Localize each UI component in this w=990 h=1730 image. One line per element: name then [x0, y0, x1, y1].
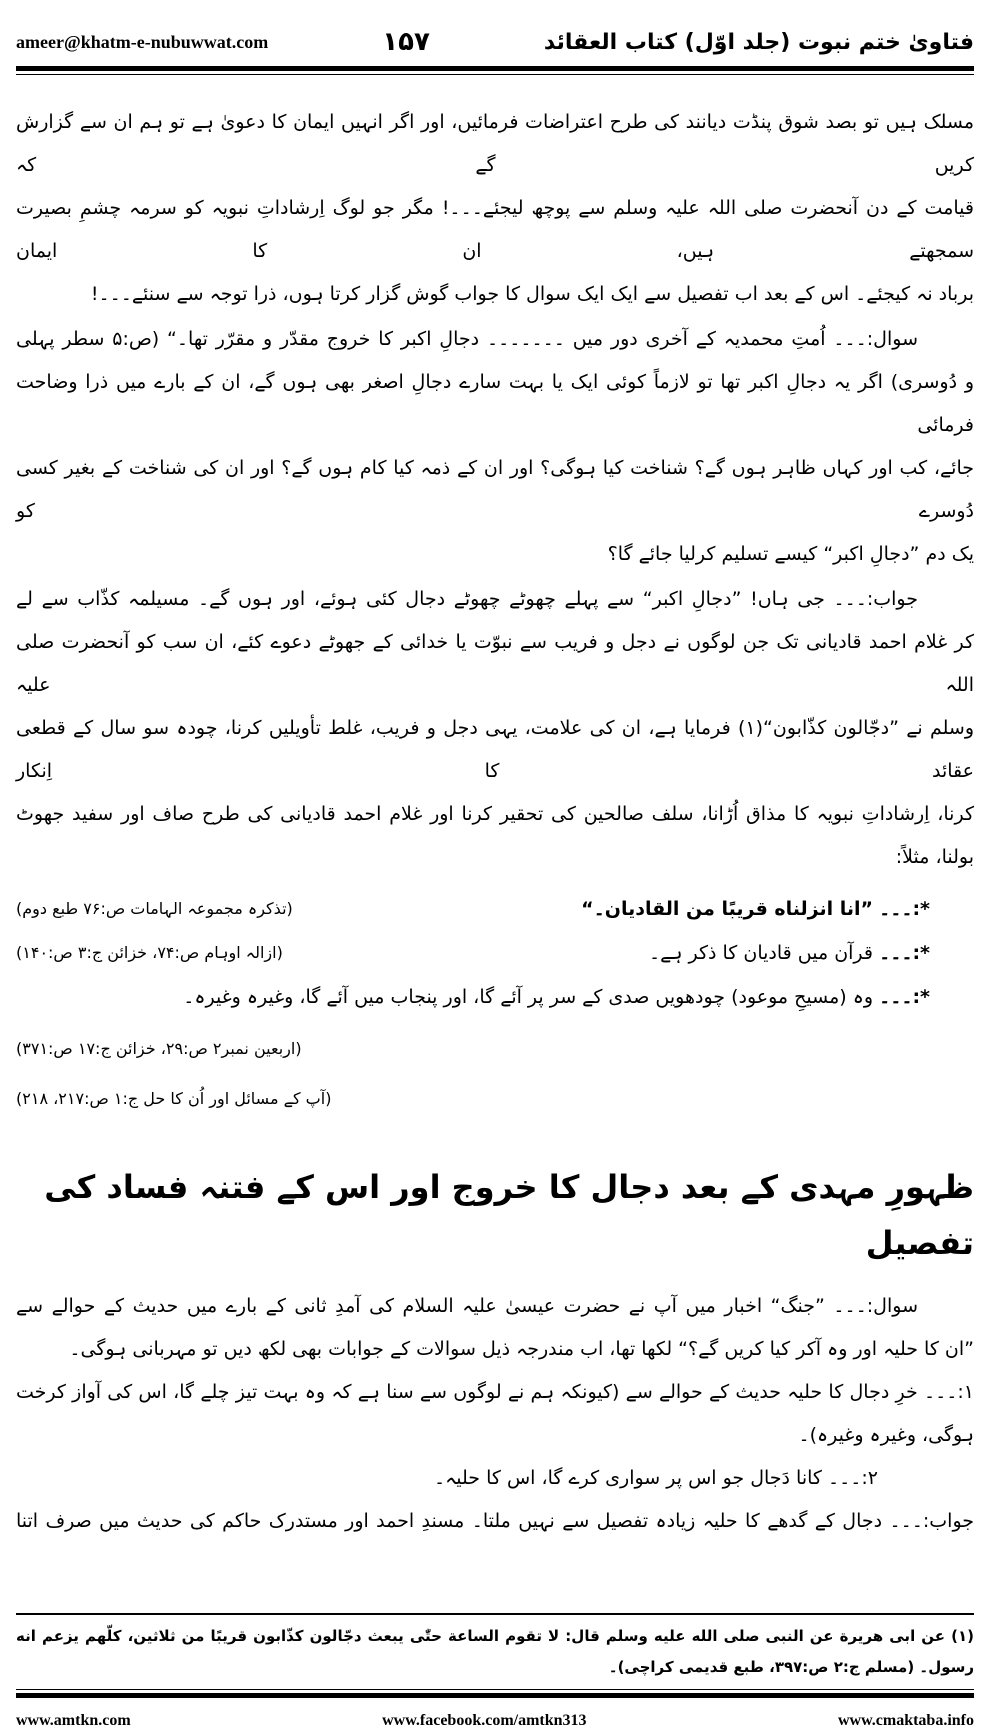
section-heading: ظہورِ مہدی کے بعد دجال کا خروج اور اس کے فتنہ فساد کی تفصیل: [44, 1168, 974, 1262]
question-line: سوال:۔۔۔ ”جنگ“ اخبار میں آپ نے حضرت عیسیٰ علیہ السلام کی آمدِ ثانی کے بارے میں حدیث کے حوالے سے: [16, 1295, 918, 1317]
footnote-line: رسول۔ (مسلم ج:۲ ص:۳۹۷، طبع قدیمی کراچی)۔: [608, 1658, 974, 1676]
bullet-content: [649, 931, 930, 975]
answer-line: کرنا، اِرشاداتِ نبویہ کا مذاق اُڑانا، سلف صالحین کی تحقیر کرنا اور غلام احمد قادیانی کی طرح صاف اور سفید جھوٹ بولنا، مثلاً:: [16, 803, 974, 868]
bullet-content: [581, 887, 930, 931]
answer-line: وسلم نے ”دجّالون کذّابون“(۱) فرمایا ہے، ان کی علامت، یہی دجل و فریب، غلط تأویلیں کرنا، چودہ سو سال کے قطعی عقائد کا اِنکار: [16, 717, 975, 782]
page-footer: [16, 1698, 974, 1730]
answer-line: کر غلام احمد قادیانی تک جن لوگوں نے دجل و فریب سے نبوّت یا خدائی کے جھوٹے دعوے کئے، ان سب کو آنحضرت صلی اللہ علیہ: [16, 631, 974, 696]
bullet-content: [183, 975, 930, 1019]
bullet-text: وہ (مسیحِ موعود) چودھویں صدی کے سر پر آئے گا، اور پنجاب میں آئے گا، وغیرہ وغیرہ۔: [183, 986, 874, 1008]
page-header: [16, 0, 974, 62]
reference: (آپ کے مسائل اور اُن کا حل ج:۱ ص:۲۱۷، ۲۱۸): [16, 1089, 332, 1108]
page-number: ۱۵۷: [382, 27, 430, 57]
answer-line: جواب:۔۔۔ جی ہاں! ”دجالِ اکبر“ سے پہلے چھوٹے چھوٹے دجال کئی ہوئے، اور ہوں گے۔ مسیلمہ کذّاب سے لے: [16, 588, 918, 610]
bullet-marker: *:۔۔۔: [879, 942, 930, 964]
bullet-item: [16, 931, 974, 975]
bullet-reference: (تذکرہ مجموعہ الہامات ص:۷۶ طبع دوم): [16, 899, 293, 918]
page-body: [16, 75, 974, 1543]
footnote: [16, 1615, 974, 1683]
body-line: مسلک ہیں تو بصد شوق پنڈت دیانند کی طرح اعتراضات فرمائیں، اور اگر انہیں ایمان کا دعویٰ ہے تو ہم ان سے گزارش کریں گے کہ: [16, 111, 974, 176]
question-item: ۲:۔۔۔ کانا دَجال جو اس پر سواری کرے گا، اس کا حلیہ۔: [434, 1467, 878, 1489]
bullet-marker: *:۔۔۔: [879, 986, 930, 1008]
question-line: یک دم ”دجالِ اکبر“ کیسے تسلیم کرلیا جائے گا؟: [607, 543, 974, 565]
bullet-marker: *:۔۔۔: [879, 898, 930, 920]
question-item: ۱:۔۔۔ خرِ دجال کا حلیہ حدیث کے حوالے سے (کیونکہ ہم نے لوگوں سے سنا ہے کہ وہ بہت تیز چلے گا، اس کی آواز کرخت: [16, 1381, 974, 1403]
reference: (اربعین نمبر۲ ص:۲۹، خزائن ج:۱۷ ص:۳۷۱): [16, 1039, 302, 1058]
footer-link-amtkn[interactable]: www.amtkn.com: [16, 1712, 131, 1729]
header-email: ameer@khatm-e-nubuwwat.com: [16, 31, 269, 52]
question-line: ”ان کا حلیہ اور وہ آکر کیا کریں گے؟“ لکھا تھا، اب مندرجہ ذیل سوالات کے جوابات بھی لکھ دیں تو مہربانی ہوگی۔: [69, 1338, 974, 1360]
footer-link-cmaktaba[interactable]: www.cmaktaba.info: [837, 1712, 974, 1729]
footnote-spacer: [16, 1543, 974, 1613]
footnote-line: (۱) عن ابی هریرة عن النبی صلی الله علیه وسلم قال: لا تقوم الساعة حتّٰی یبعث دجّالون کذّابون قریبًا من ثلاثین، کلّهم یزعم انه: [16, 1627, 974, 1645]
bullet-reference: (ازالہ اوہام ص:۷۴، خزائن ج:۳ ص:۱۴۰): [16, 943, 283, 962]
bullet-item: [16, 887, 974, 931]
bullet-item: [16, 975, 974, 1019]
bullet-text: ”انا انزلناه قریبًا من القادیان۔“: [581, 898, 874, 920]
footer-link-facebook[interactable]: www.facebook.com/amtkn313: [382, 1712, 587, 1729]
question-line: جائے، کب اور کہاں ظاہر ہوں گے؟ شناخت کیا ہوگی؟ اور ان کے ذمہ کیا کام ہوں گے؟ اور ان کی شناخت کے بغیر کسی دُوسرے کو: [16, 457, 974, 522]
bullet-text: قرآن میں قادیان کا ذکر ہے۔: [649, 942, 874, 964]
question-line: سوال:۔۔۔ اُمتِ محمدیہ کے آخری دور میں ۔۔۔۔۔۔۔ دجالِ اکبر کا خروج مقدّر و مقرّر تھا۔“ (ص:۵ سطر پہلی: [16, 328, 919, 350]
references: [16, 1029, 974, 1119]
body-line: قیامت کے دن آنحضرت صلی اللہ علیہ وسلم سے پوچھ لیجئے۔۔۔! مگر جو لوگ اِرشاداتِ نبویہ کو سرمہ چشمِ بصیرت سمجھتے ہیں، ان کا ایمان: [16, 197, 974, 262]
question-line: و دُوسری) اگر یہ دجالِ اکبر تھا تو لازماً کوئی ایک یا بہت سارے دجالِ اصغر بھی ہوں گے، ان کے بارے میں ذرا وضاحت فرمائی: [16, 371, 974, 436]
question-item: ہوگی، وغیرہ وغیرہ)۔: [798, 1424, 974, 1446]
body-line: برباد نہ کیجئے۔ اس کے بعد اب تفصیل سے ایک ایک سوال کا جواب گوش گزار کرتا ہوں، ذرا توجہ سے سنئے۔۔۔!: [90, 283, 974, 305]
answer-line: جواب:۔۔۔ دجال کے گدھے کا حلیہ زیادہ تفصیل سے نہیں ملتا۔ مسندِ احمد اور مستدرک حاکم کی حدیث میں صرف اتنا: [16, 1510, 974, 1532]
footer-rule-thin: [16, 1689, 974, 1690]
book-title: فتاویٰ ختم نبوت (جلد اوّل) کتاب العقائد: [543, 29, 974, 55]
header-rule-thick: [16, 66, 974, 71]
